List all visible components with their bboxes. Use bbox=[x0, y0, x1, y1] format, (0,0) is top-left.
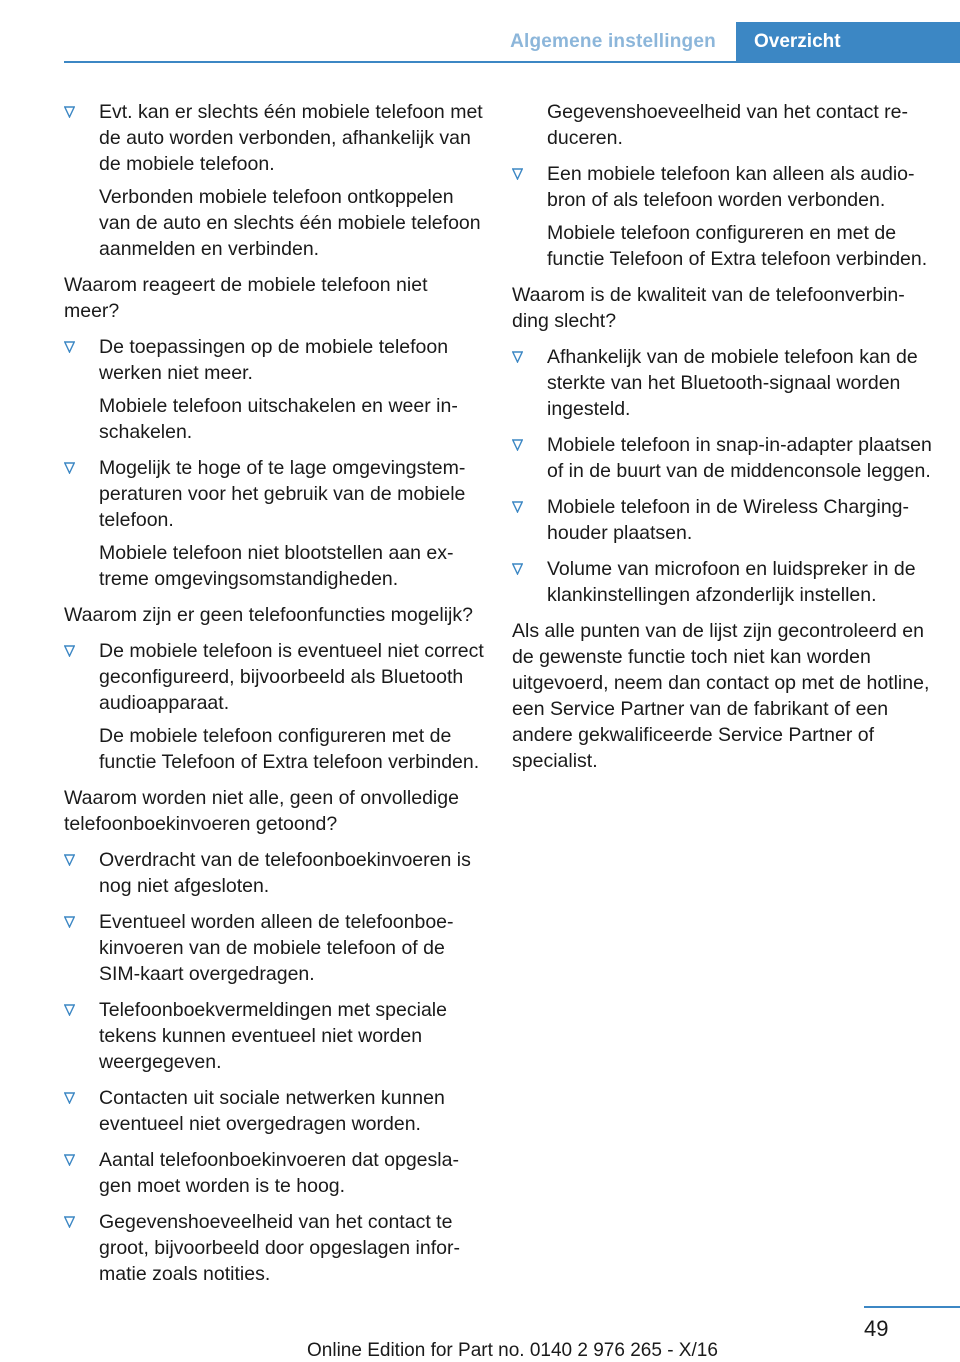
list-item bbox=[512, 556, 932, 608]
list-item-text: Mogelijk te hoge of te lage omgevingstemperaturen voor het gebruik van de mobiele telefoon. bbox=[99, 457, 466, 531]
list-item bbox=[512, 344, 932, 422]
list-item-text: Telefoonboekvermeldingen met speciale tekens kunnen eventueel niet worden weergegeven. bbox=[99, 999, 447, 1073]
triangle-bullet-icon bbox=[64, 1216, 75, 1228]
list-item-answer: Mobiele telefoon uitschakelen en weer inschakelen. bbox=[99, 395, 458, 443]
list-item bbox=[512, 494, 932, 546]
list-item-answer: Gegevenshoeveelheid van het contact reduceren. bbox=[547, 101, 908, 149]
list-item bbox=[64, 1147, 484, 1199]
list-item-text: Mobiele telefoon in snap-in-adapter plaatsen of in de buurt van de middenconsole leggen. bbox=[547, 434, 932, 482]
list-item bbox=[64, 334, 484, 445]
triangle-bullet-icon bbox=[64, 1004, 75, 1016]
triangle-bullet-icon bbox=[512, 351, 523, 363]
list-item bbox=[64, 1085, 484, 1137]
triangle-bullet-icon bbox=[512, 439, 523, 451]
header-rule bbox=[64, 61, 960, 63]
list-item-text: Gegevenshoeveelheid van het contact te groot, bijvoorbeeld door opgeslagen informatie zoals notities. bbox=[99, 1211, 460, 1285]
list-item-text: De mobiele telefoon is eventueel niet correct geconfigureerd, bijvoorbeeld als Bluetooth audioapparaat. bbox=[99, 640, 484, 714]
list-item-text: Evt. kan er slechts één mobiele telefoon met de auto worden verbonden, afhankelijk van de mobiele telefoon. bbox=[99, 101, 483, 175]
triangle-bullet-icon bbox=[512, 563, 523, 575]
list-item bbox=[512, 161, 932, 272]
triangle-bullet-icon bbox=[64, 1154, 75, 1166]
triangle-bullet-icon bbox=[64, 916, 75, 928]
left-column bbox=[64, 99, 484, 1297]
page-header bbox=[0, 0, 960, 62]
question: Waarom zijn er geen telefoonfuncties mogelijk? bbox=[64, 604, 473, 626]
triangle-bullet-icon bbox=[64, 1092, 75, 1104]
list-item bbox=[64, 909, 484, 987]
list-item-answer: De mobiele telefoon configureren met de functie Telefoon of Extra telefoon verbinden. bbox=[99, 725, 480, 773]
section-title: Algemene instellingen bbox=[510, 31, 716, 52]
list-item-text: Eventueel worden alleen de telefoonboekinvoeren van de mobiele telefoon of de SIM-kaart overgedragen. bbox=[99, 911, 454, 985]
closing-paragraph: Als alle punten van de lijst zijn gecontroleerd en de gewenste functie toch niet kan worden uitgevoerd, neem dan contact op met de hotline, een Service Partner van de fabrikant of een andere gekwalificeerde Service Partner of specialist. bbox=[512, 620, 930, 772]
triangle-bullet-icon bbox=[512, 168, 523, 180]
triangle-bullet-icon bbox=[64, 341, 75, 353]
list-item bbox=[64, 1209, 484, 1287]
triangle-bullet-icon bbox=[64, 106, 75, 118]
list-item-text: Aantal telefoonboekinvoeren dat opgeslagen moet worden is te hoog. bbox=[99, 1149, 459, 1197]
list-item-text: Mobiele telefoon in de Wireless Charging-houder plaatsen. bbox=[547, 496, 910, 544]
list-item-text: Een mobiele telefoon kan alleen als audiobron of als telefoon worden verbonden. bbox=[547, 163, 915, 211]
triangle-bullet-icon bbox=[64, 462, 75, 474]
list-item-answer: Verbonden mobiele telefoon ontkoppelen van de auto en slechts één mobiele telefoon aanmelden en verbinden. bbox=[99, 186, 481, 260]
list-item bbox=[512, 432, 932, 484]
list-item-text: Overdracht van de telefoonboekinvoeren is nog niet afgesloten. bbox=[99, 849, 471, 897]
list-item-text: Afhankelijk van de mobiele telefoon kan de sterkte van het Bluetooth-signaal worden ingesteld. bbox=[547, 346, 918, 420]
triangle-bullet-icon bbox=[64, 854, 75, 866]
edition-note: Online Edition for Part no. 0140 2 976 265 - X/16 bbox=[307, 1340, 718, 1361]
footer-rule bbox=[864, 1306, 960, 1308]
triangle-bullet-icon bbox=[64, 645, 75, 657]
chapter-tab: Overzicht bbox=[736, 22, 960, 62]
list-item-answer: Mobiele telefoon niet blootstellen aan extreme omgevingsomstandigheden. bbox=[99, 542, 454, 590]
list-item-text: Volume van microfoon en luidspreker in de klankinstellingen afzonderlijk instellen. bbox=[547, 558, 916, 606]
list-item-text: Contacten uit sociale netwerken kunnen eventueel niet overgedragen worden. bbox=[99, 1087, 445, 1135]
list-item bbox=[64, 997, 484, 1075]
list-item-text: De toepassingen op de mobiele telefoon werken niet meer. bbox=[99, 336, 449, 384]
list-item bbox=[64, 638, 484, 775]
question: Waarom reageert de mobiele telefoon niet meer? bbox=[64, 274, 428, 322]
right-column bbox=[512, 99, 932, 784]
list-item bbox=[64, 847, 484, 899]
question: Waarom worden niet alle, geen of onvolledige telefoonboekinvoeren getoond? bbox=[64, 787, 459, 835]
page-number: 49 bbox=[864, 1316, 889, 1341]
list-item bbox=[64, 455, 484, 592]
list-item-answer: Mobiele telefoon configureren en met de functie Telefoon of Extra telefoon verbinden. bbox=[547, 222, 928, 270]
question: Waarom is de kwaliteit van de telefoonverbinding slecht? bbox=[512, 284, 905, 332]
list-item bbox=[64, 99, 484, 262]
triangle-bullet-icon bbox=[512, 501, 523, 513]
